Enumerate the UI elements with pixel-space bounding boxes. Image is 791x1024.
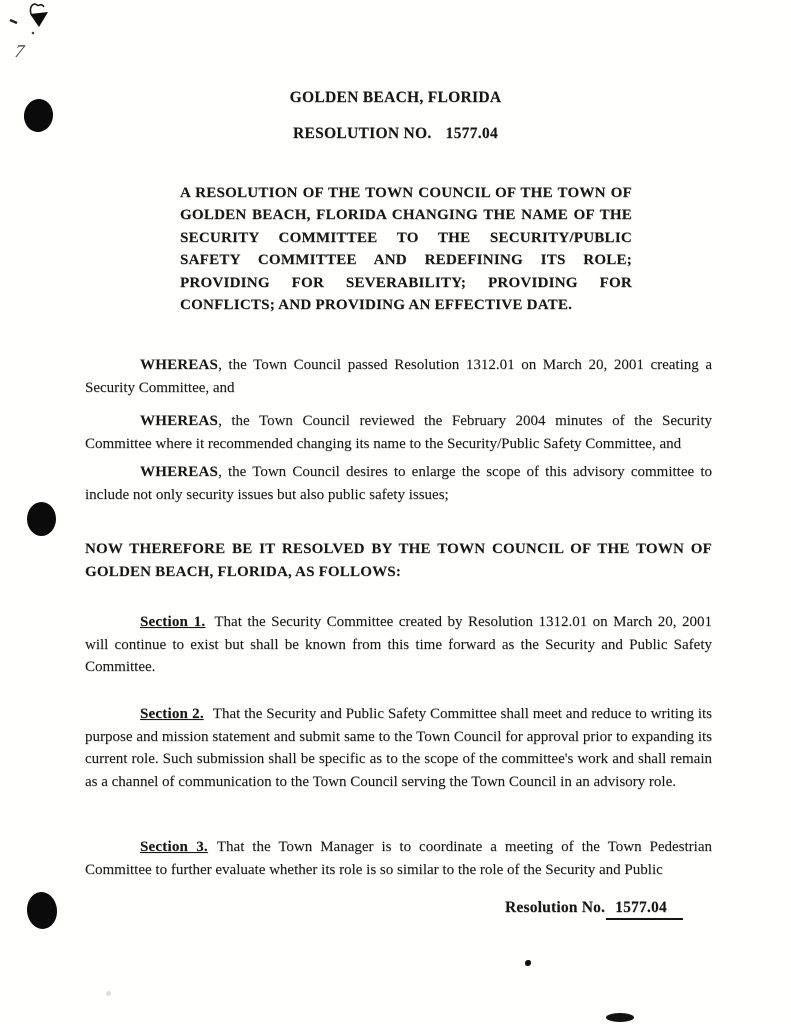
whereas-clause-1 (85, 354, 712, 399)
faint-speck-mark (106, 991, 111, 996)
section-text: That the Security Committee created by Resolution 1312.01 on March 20, 2001 will continue to exist but shall be known from this time forward as the Security and Public Safety Committee. (85, 614, 712, 676)
hole-punch-mark (25, 891, 59, 931)
scan-speck-mark (525, 960, 531, 966)
section-3 (85, 836, 712, 881)
handwritten-seven-mark: 7 (13, 41, 26, 61)
section-label: Section 3. (140, 839, 208, 855)
whereas-lead: WHEREAS (140, 357, 219, 373)
whereas-text: , the Town Council reviewed the February 2004 minutes of the Security Committee where it recommended changing its name to the Security/Public Safety Committee, and (85, 413, 712, 452)
whereas-lead: WHEREAS (140, 464, 219, 480)
section-2 (85, 703, 712, 793)
whereas-text: , the Town Council passed Resolution 1312.01 on March 20, 2001 creating a Security Committee, and (85, 357, 712, 396)
page-footer (505, 899, 683, 920)
whereas-clause-3 (85, 461, 712, 506)
section-text: That the Town Manager is to coordinate a meeting of the Town Pedestrian Committee to further evaluate whether its role is so similar to the role of the Security and Public (85, 839, 712, 878)
section-text: That the Security and Public Safety Committee shall meet and reduce to writing its purpose and mission statement and submit same to the Town Council for approval prior to expanding its current role. Such submission shall be specific as to the scope of the committee's work and shall remain as a channel of communication to the Town Council serving the Town Council in an advisory role. (85, 706, 712, 790)
document-title: GOLDEN BEACH, FLORIDA (289, 89, 502, 106)
hole-punch-mark (27, 502, 56, 536)
section-1 (85, 611, 712, 679)
whereas-text: , the Town Council desires to enlarge the scope of this advisory committee to include not only security issues but also public safety issues; (85, 464, 712, 503)
whereas-clause-2 (85, 410, 712, 455)
resolution-label: RESOLUTION NO. (292, 125, 432, 142)
section-label: Section 1. (140, 614, 206, 630)
footer-resolution-number: 1577.04 (606, 899, 683, 920)
handwritten-scribble-mark (6, 0, 66, 42)
resolution-number-heading (0, 125, 791, 143)
whereas-lead: WHEREAS (140, 413, 219, 429)
resolved-clause: NOW THEREFORE BE IT RESOLVED BY THE TOWN COUNCIL OF THE TOWN OF GOLDEN BEACH, FLORIDA, AS FOLLOWS: (85, 541, 712, 580)
resolution-number: 1577.04 (445, 125, 499, 142)
resolution-caption: A RESOLUTION OF THE TOWN COUNCIL OF THE TOWN OF GOLDEN BEACH, FLORIDA CHANGING THE NAME OF THE SECURITY COMMITTEE TO THE SECURITY/PUBLIC SAFETY COMMITTEE AND REDEFINING ITS ROLE; PROVIDING FOR SEVERABILITY; PROVIDING FOR CONFLICTS; AND PROVIDING AN EFFECTIVE DATE. (180, 185, 632, 314)
bottom-arc-mark (606, 1013, 634, 1022)
section-label: Section 2. (140, 706, 204, 722)
footer-resolution-label: Resolution No. (505, 899, 606, 916)
